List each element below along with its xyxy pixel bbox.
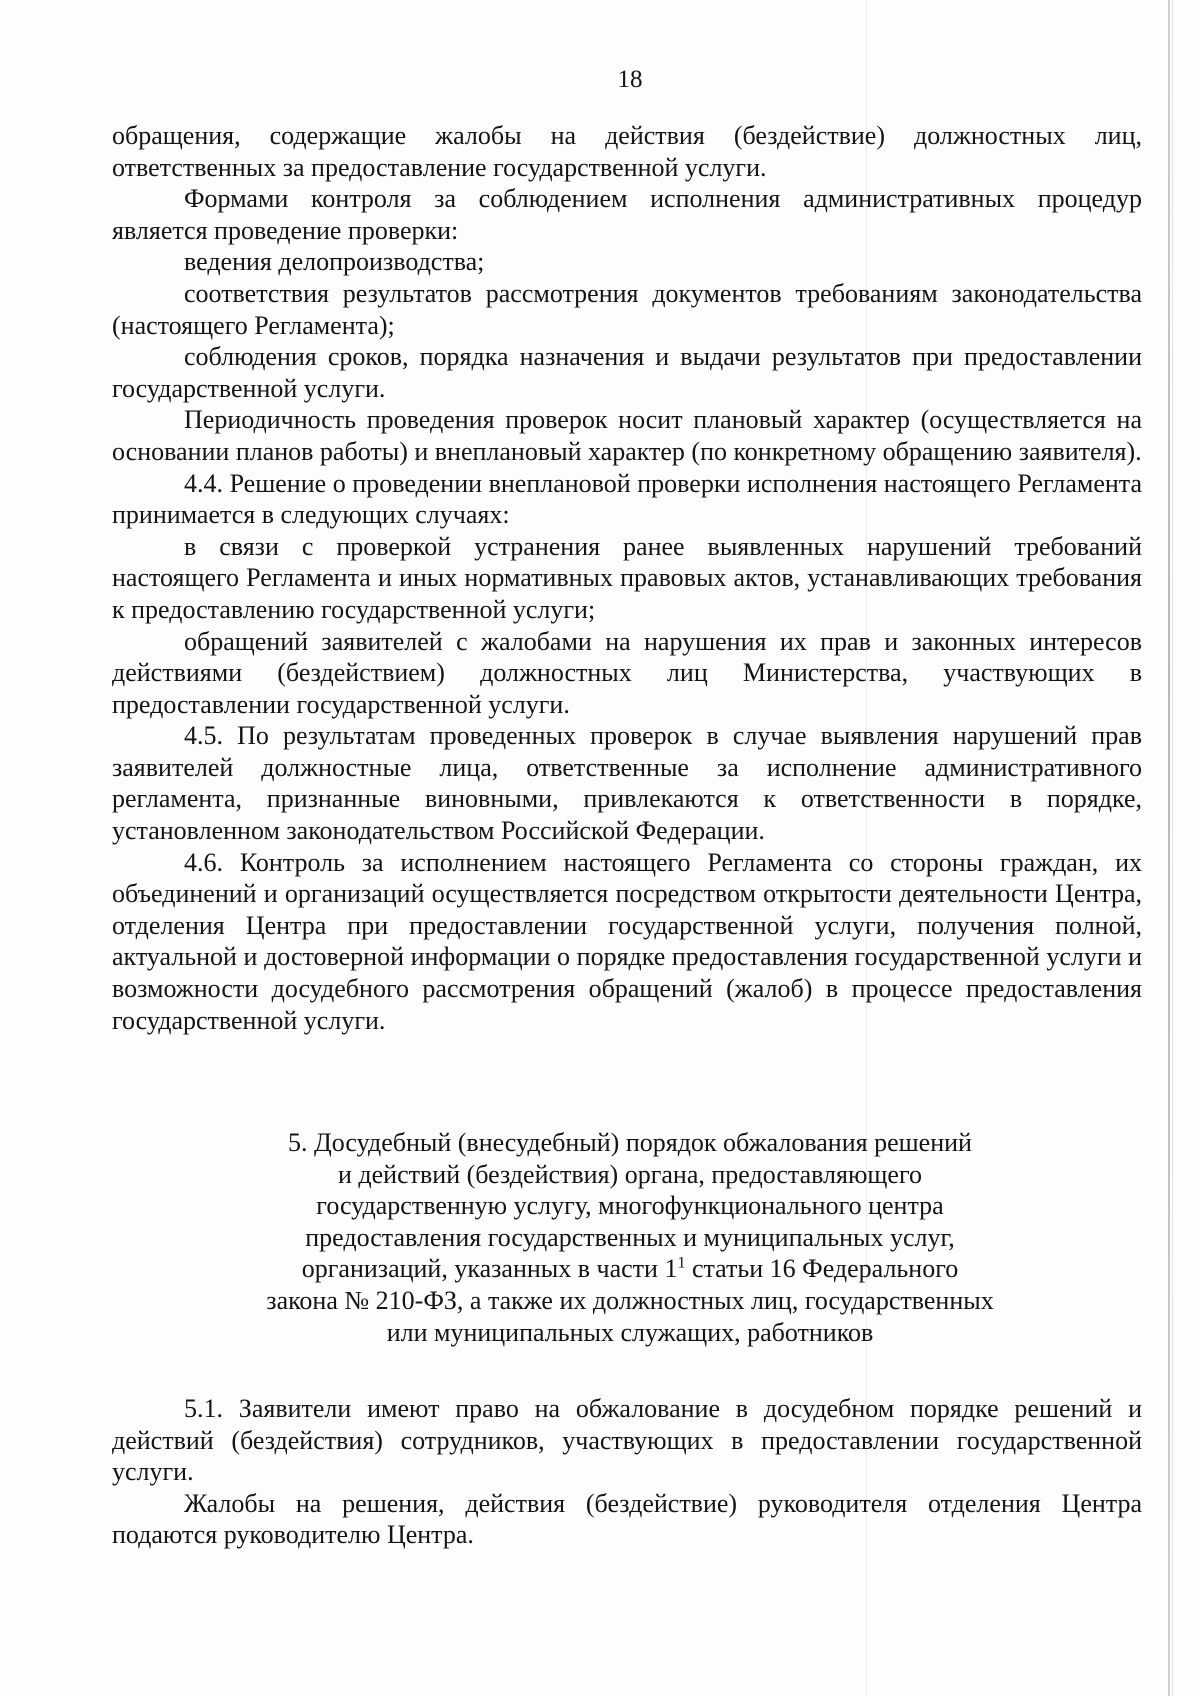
paragraph: 5.1. Заявители имеют право на обжалование в досудебном порядке решений и действий (бездействия) сотрудников, участвующих в предоставлении государственной услуги. [112,1394,1142,1487]
paragraph: 4.5. По результатам проведенных проверок в случае выявления нарушений прав заявителей должностные лица, ответственные за исполнение административного регламента, признанные виновными, привлекаются к ответственности в порядке, установленном законодательством Российской Федерации. [112,721,1142,846]
paragraph: соответствия результатов рассмотрения документов требованиям законодательства (настоящего Регламента); [112,278,1142,340]
heading-line-part: организаций, указанных в части 1 [301,1254,678,1284]
paragraph: Формами контроля за соблюдением исполнения административных процедур является проведение проверки: [112,184,1142,245]
section-heading [250,1127,1010,1348]
heading-line: предоставления государственных и муниципальных услуг, [305,1222,955,1252]
heading-line: или муниципальных служащих, работников [386,1317,874,1347]
body-text-top [112,120,1142,1036]
page-number: 18 [617,66,643,93]
superscript: 1 [677,1254,686,1272]
paragraph: ведения делопроизводства; [184,247,485,277]
paragraph: 4.6. Контроль за исполнением настоящего Регламента со стороны граждан, их объединений и организаций осуществляется посредством открытости деятельности Центра, отделения Центра при предоставлении государственной услуги, получения полной, актуальной и достоверной информации о порядке предоставления государственной услуги и возможности досудебного рассмотрения обращений (жалоб) в процессе предоставления государственной услуги. [112,847,1142,1035]
paragraph: соблюдения сроков, порядка назначения и выдачи результатов при предоставлении государственной услуги. [112,342,1142,403]
paragraph: в связи с проверкой устранения ранее выявленных нарушений требований настоящего Регламента и иных нормативных правовых актов, устанавливающих требования к предоставлению государственной услуги; [112,531,1142,624]
paragraph: Жалобы на решения, действия (бездействие) руководителя отделения Центра подаются руководителю Центра. [112,1488,1142,1550]
heading-line-part: статьи 16 Федерального [685,1254,959,1284]
paragraph: 4.4. Решение о проведении внеплановой проверки исполнения настоящего Регламента принимается в следующих случаях: [112,468,1142,530]
scan-edge-line-secondary [1172,0,1173,1696]
paragraph: обращения, содержащие жалобы на действия (бездействие) должностных лиц, ответственных за предоставление государственной услуги. [112,121,1142,182]
heading-line: 5. Досудебный (внесудебный) порядок обжалования решений [288,1128,972,1157]
heading-line: и действий (бездействия) органа, предоставляющего [338,1159,922,1189]
body-text-bottom [112,1393,1142,1551]
heading-line: закона № 210-ФЗ, а также их должностных лиц, государственных [266,1285,994,1315]
heading-line: государственную услугу, многофункционального центра [316,1191,944,1221]
paragraph: Периодичность проведения проверок носит плановый характер (осуществляется на основании планов работы) и внеплановый характер (по конкретному обращению заявителя). [112,405,1142,466]
scan-edge-line [1168,0,1170,1696]
paragraph: обращений заявителей с жалобами на нарушения их прав и законных интересов действиями (бездействием) должностных лиц Министерства, участвующих в предоставлении государственной услуги. [112,626,1142,719]
heading-line [250,1253,1010,1285]
